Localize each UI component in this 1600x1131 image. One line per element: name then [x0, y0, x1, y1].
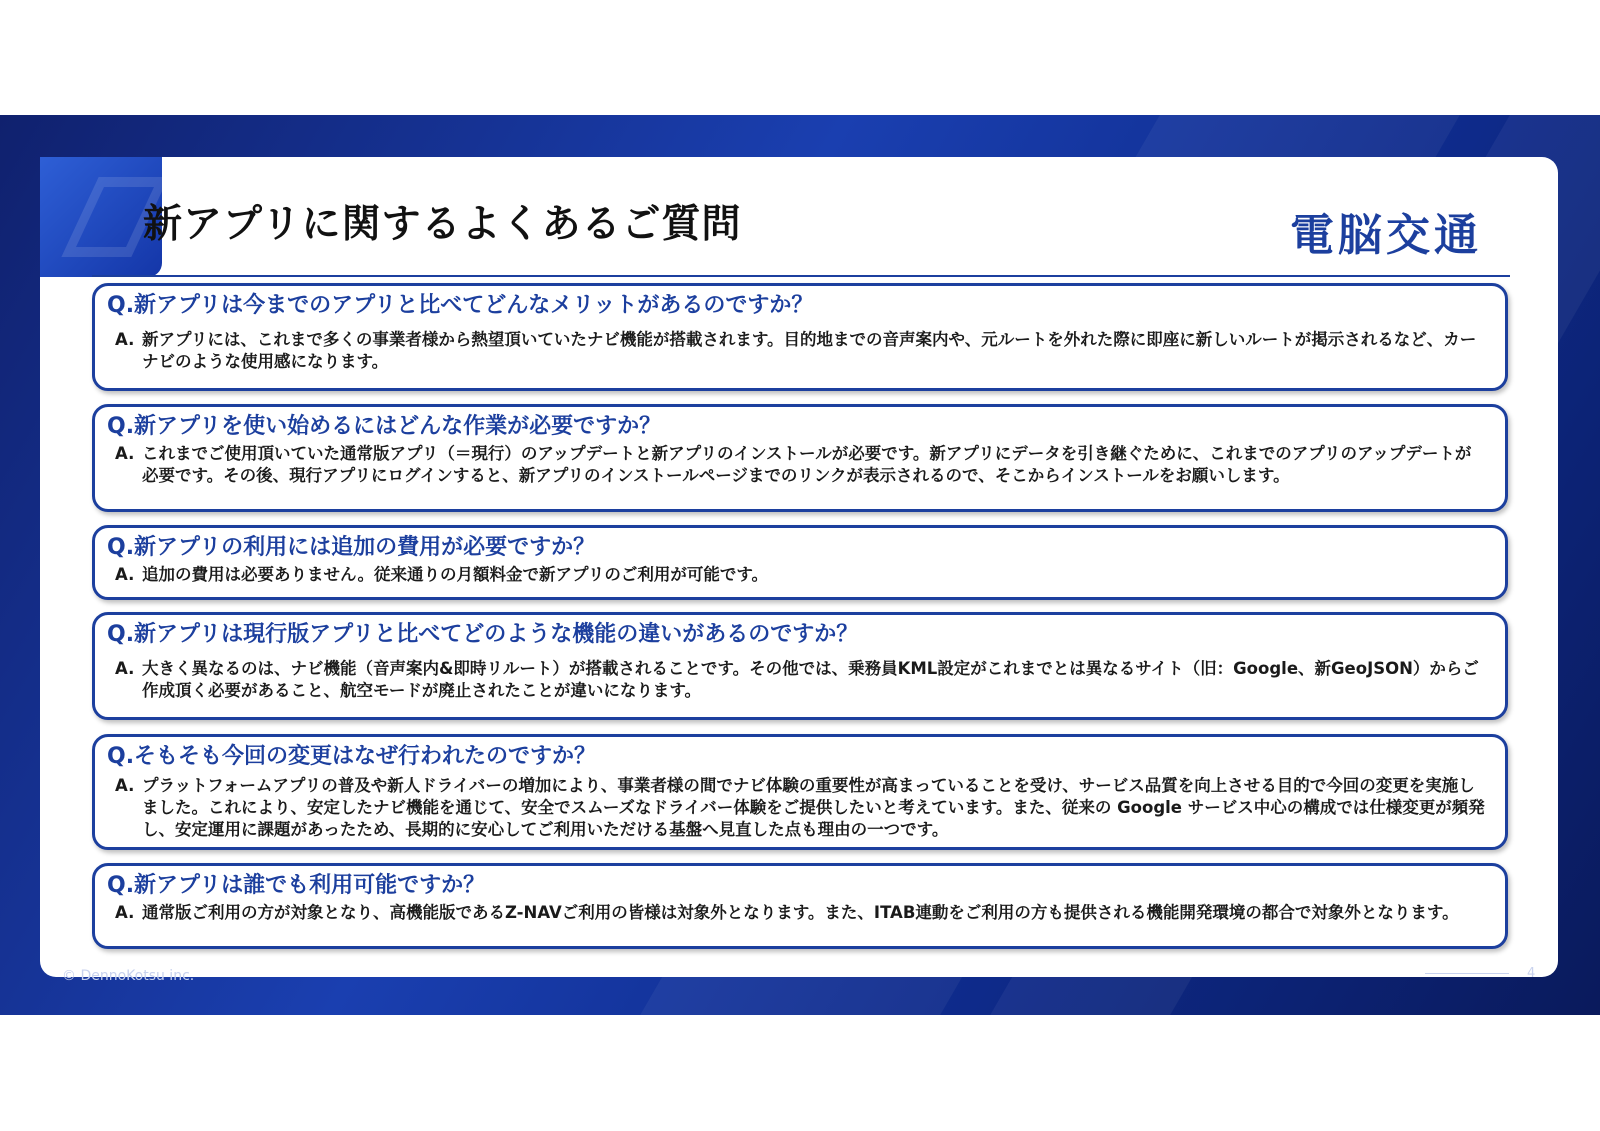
faq-item-getting-started [92, 404, 1508, 512]
faq-answer [115, 775, 1485, 841]
answer-text: 新アプリには、これまで多くの事業者様から熱望頂いていたナビ機能が搭載されます。目的地までの音声案内や、元ルートを外れた際に即座に新しいルートが掲示されるなど、カーナビのような使用感になります。 [142, 330, 1477, 371]
answer-label: A. [115, 776, 135, 795]
faq-question: Q.新アプリは誰でも利用可能ですか？ [107, 873, 486, 898]
faq-answer [115, 564, 1485, 586]
copyright-text: © DennoKotsu inc. [62, 968, 195, 984]
faq-question: Q.新アプリは現行版アプリと比べてどのような機能の違いがあるのですか？ [107, 622, 859, 647]
faq-question: Q.新アプリの利用には追加の費用が必要ですか？ [107, 535, 596, 560]
answer-text: 通常版ご利用の方が対象となり、高機能版であるZ-NAVご利用の皆様は対象外となります。また、ITAB連動をご利用の方も提供される機能開発環境の都合で対象外となります。 [142, 903, 1459, 922]
answer-label: A. [115, 330, 135, 349]
faq-answer [115, 658, 1485, 702]
faq-item-cost [92, 525, 1508, 600]
answer-text: これまでご使用頂いていた通常版アプリ（＝現行）のアップデートと新アプリのインストールが必要です。新アプリにデータを引き継ぐために、これまでのアプリのアップデートが必要です。その後、現行アプリにログインすると、新アプリのインストールページまでのリンクが表示されるので、そこからインストールをお願いします。 [142, 444, 1472, 485]
answer-text: 追加の費用は必要ありません。従来通りの月額料金で新アプリのご利用が可能です。 [142, 565, 769, 584]
answer-label: A. [115, 903, 135, 922]
faq-question: Q.新アプリは今までのアプリと比べてどんなメリットがあるのですか？ [107, 293, 814, 318]
faq-answer [115, 329, 1485, 373]
answer-text: 大きく異なるのは、ナビ機能（音声案内&即時リルート）が搭載されることです。その他では、乗務員KML設定がこれまでとは異なるサイト（旧：Google、新GeoJSON）からご作成頂く必要があること、航空モードが廃止されたことが違いになります。 [142, 659, 1479, 700]
company-logo: 電脳交通 [1290, 210, 1482, 261]
faq-answer [115, 443, 1485, 487]
faq-answer [115, 902, 1485, 924]
faq-item-differences [92, 612, 1508, 720]
footer-divider [1425, 973, 1509, 974]
slide-background [0, 115, 1600, 1015]
answer-label: A. [115, 565, 135, 584]
faq-question: Q.そもそも今回の変更はなぜ行われたのですか？ [107, 744, 597, 769]
answer-label: A. [115, 444, 135, 463]
answer-text: プラットフォームアプリの普及や新人ドライバーの増加により、事業者様の間でナビ体験の重要性が高まっていることを受け、サービス品質を向上させる目的で今回の変更を実施しました。これにより、安定したナビ機能を通じて、安全でスムーズなドライバー体験をご提供したいと考えています。また、従来の Google サービス中心の構成では仕様変更が頻発し、安定運用に課題があったため、長期的に安心してご利用いただける基盤へ見直した点も理由の一つです。 [142, 776, 1485, 839]
title-divider [92, 275, 1510, 277]
page-number: 4 [1527, 966, 1536, 981]
faq-question: Q.新アプリを使い始めるにはどんな作業が必要ですか？ [107, 414, 662, 439]
answer-label: A. [115, 659, 135, 678]
faq-item-reason [92, 734, 1508, 850]
page-title: 新アプリに関するよくあるご質問 [143, 202, 742, 247]
faq-item-merits [92, 283, 1508, 391]
faq-item-eligibility [92, 863, 1508, 949]
